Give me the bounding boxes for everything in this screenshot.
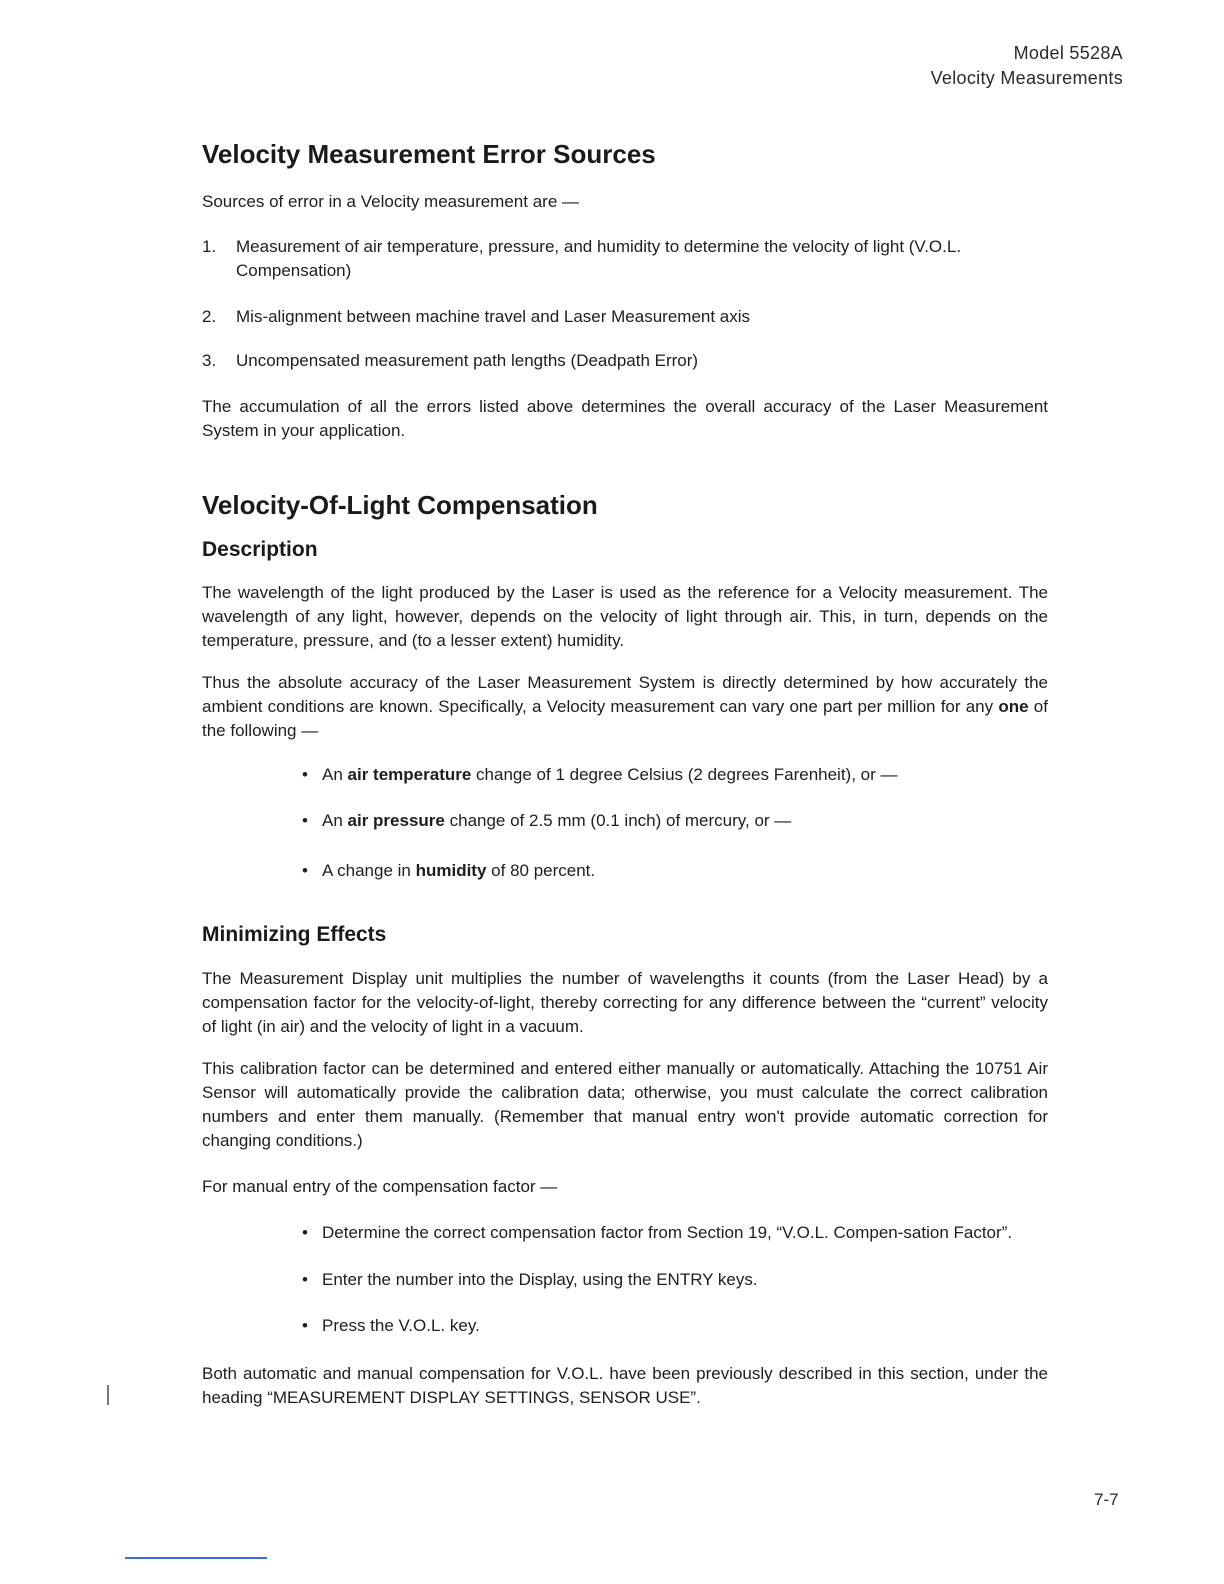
footer-rule [125,1557,267,1559]
emphasis: air temperature [347,765,472,784]
list-item [302,809,1048,833]
conditions-list [202,763,1048,883]
emphasis: air pressure [347,811,445,830]
list-item-number: 3. [202,351,217,370]
emphasis: humidity [415,861,487,880]
minimizing-paragraph-3: For manual entry of the compensation factor — [202,1177,558,1196]
list-item-text: Mis-alignment between machine travel and Laser Measurement axis [236,307,751,326]
list-item-text: Uncompensated measurement path lengths (Deadpath Error) [236,351,699,370]
list-item [302,1314,1048,1338]
bullet-icon: • [302,1270,308,1289]
error-sources-intro: Sources of error in a Velocity measurement are — [202,192,579,211]
text: change of 2.5 mm (0.1 inch) of mercury, or — [449,811,792,830]
page-body [202,136,1048,1410]
running-header [931,41,1123,91]
text: change of 1 degree Celsius (2 degrees Farenheit), or — [476,765,898,784]
minimizing-paragraph-1: The Measurement Display unit multiplies the number of wavelengths it counts (from the Laser Head) by a compensation factor for the velocity-of-light, thereby correcting for any difference between the “current” velocity of light (in air) and the velocity of light in a vacuum. [202,969,1048,1036]
list-item-text: Measurement of air temperature, pressure, and humidity to determine the velocity of light (V.O.L. Compensation) [236,237,962,280]
list-item-text: Determine the correct compensation factor from Section 19, “V.O.L. Compen-sation Factor”. [322,1223,1013,1242]
vol-title: Velocity-Of-Light Compensation [202,490,598,520]
list-item-text [322,763,898,787]
text: A change in [322,861,411,880]
description-paragraph-1: The wavelength of the light produced by the Laser is used as the reference for a Velocity measurement. The wavelength of any light, however, depends on the velocity of light through air. This, in turn, depends on the temperature, pressure, and (to a lesser extent) humidity. [202,583,1048,650]
margin-mark [107,1385,109,1405]
minimizing-heading: Minimizing Effects [202,923,387,946]
list-item [302,859,1048,883]
description-heading: Description [202,538,318,561]
bullet-icon: • [302,1223,308,1242]
error-sources-list [202,235,1048,373]
error-sources-summary: The accumulation of all the errors listed above determines the overall accuracy of the Laser Measurement System in your application. [202,397,1048,440]
minimizing-paragraph-4: Both automatic and manual compensation for V.O.L. have been previously described in this section, under the heading “MEASUREMENT DISPLAY SETTINGS, SENSOR USE”. [202,1364,1048,1407]
text: An [322,811,343,830]
description-text: of the following — [202,697,1048,740]
list-item-text: Enter the number into the Display, using the ENTRY keys. [322,1270,758,1289]
bullet-icon: • [302,765,308,784]
list-item [302,1221,1048,1245]
list-item-text [322,859,595,883]
header-model: Model 5528A [1013,43,1123,63]
text: An [322,765,343,784]
description-paragraph-2 [202,671,1048,743]
list-item [302,1268,1048,1292]
list-item [302,763,1048,787]
list-item [202,305,1048,329]
list-item [202,349,1048,373]
list-item-number: 1. [202,237,217,256]
list-item-text [322,809,791,833]
manual-entry-list [202,1221,1048,1338]
bullet-icon: • [302,861,308,880]
description-text: Thus the absolute accuracy of the Laser Measurement System is directly determined by how accurately the ambient conditions are known. Specifically, a Velocity measurement can vary one part per million for any [202,673,1048,716]
header-section: Velocity Measurements [930,68,1123,88]
list-item [202,235,1048,283]
minimizing-paragraph-2: This calibration factor can be determined and entered either manually or automatically. Attaching the 10751 Air Sensor will automatically provide the calibration data; otherwise, you must calculate the correct calibration numbers and enter them manually. (Remember that manual entry won't provide automatic correction for changing conditions.) [202,1059,1048,1150]
page-number: 7-7 [1094,1490,1119,1509]
text: of 80 percent. [491,861,596,880]
bullet-icon: • [302,811,308,830]
emphasis-one: one [998,697,1029,716]
bullet-icon: • [302,1316,308,1335]
error-sources-title: Velocity Measurement Error Sources [202,139,656,169]
list-item-number: 2. [202,307,217,326]
list-item-text: Press the V.O.L. key. [322,1316,480,1335]
